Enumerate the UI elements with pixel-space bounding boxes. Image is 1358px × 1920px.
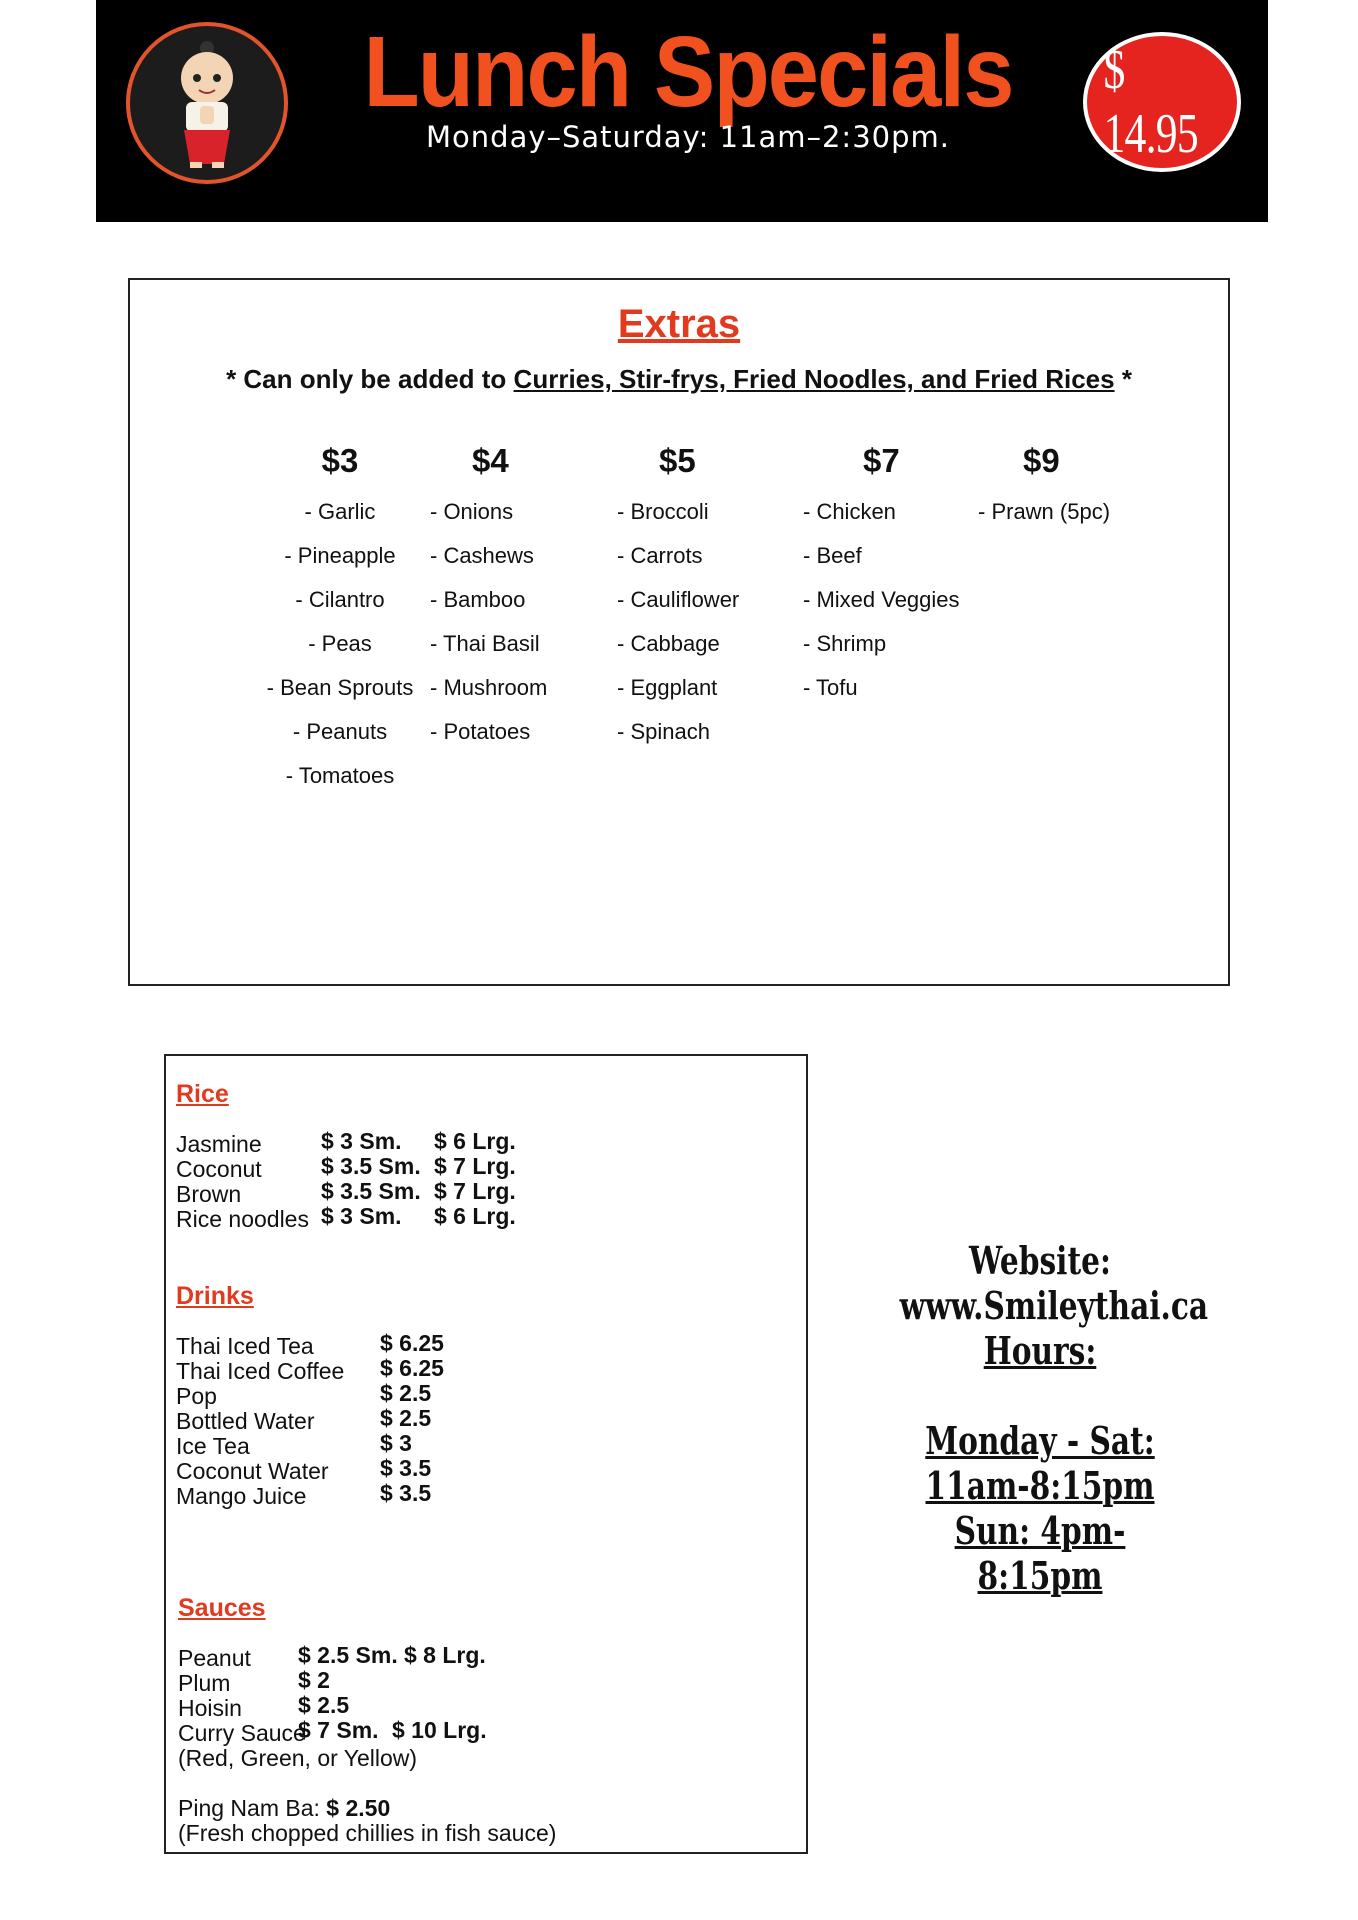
rice-sm-price: $ 3 Sm. [321, 1203, 402, 1229]
ping-nam-ba-label: Ping Nam Ba: [178, 1795, 327, 1821]
drink-name: Thai Iced Tea [176, 1333, 314, 1359]
extras-column-4 [430, 442, 590, 754]
price-badge-label: $ 14.95 [1103, 39, 1198, 165]
sauce-sm-price: $ 7 Sm. [298, 1717, 379, 1743]
mascot-icon [130, 26, 284, 180]
extras-item: - Cilantro [295, 587, 385, 612]
extras-item: - Shrimp [803, 631, 887, 656]
drink-row [176, 1480, 476, 1509]
extras-column-price: $7 [863, 442, 900, 479]
rice-row [176, 1203, 576, 1232]
sauce-sm-price: $ 2.5 Sm. [298, 1642, 398, 1668]
extras-item: - Spinach [617, 719, 710, 744]
extras-item: - Broccoli [617, 499, 709, 524]
drink-name: Ice Tea [176, 1433, 250, 1459]
extras-item: - Onions [430, 499, 514, 524]
extras-item: - Eggplant [617, 675, 718, 700]
rice-lrg-price: $ 7 Lrg. [434, 1153, 516, 1179]
rice-lrg-price: $ 6 Lrg. [434, 1128, 516, 1154]
drink-price: $ 3.5 [380, 1480, 432, 1506]
extras-item: - Chicken [803, 499, 896, 524]
extras-column-9 [978, 442, 1138, 534]
page-title: Lunch Specials [363, 16, 1013, 128]
extras-note-prefix: * Can only be added to [226, 364, 514, 394]
header-banner [96, 0, 1268, 222]
extras-column-price: $4 [472, 442, 509, 479]
website-info: Website: www.Smileythai.ca [899, 1238, 1209, 1328]
rice-name: Coconut [176, 1156, 262, 1182]
weekday-hours: Monday - Sat: 11am-8:15pm [925, 1418, 1155, 1508]
sauce-sm-price: $ 2 [298, 1667, 330, 1693]
sauce-row [178, 1667, 578, 1696]
sauce-name: Peanut [178, 1645, 251, 1671]
extras-item: - Tomatoes [285, 763, 395, 788]
mascot-logo [126, 22, 288, 184]
sauce-row [178, 1717, 578, 1746]
extras-item: - Pineapple [284, 543, 396, 568]
extras-note-suffix: * [1114, 364, 1132, 394]
hours-label: Hours: [983, 1328, 1097, 1373]
extras-item: - Beef [803, 543, 862, 568]
drink-name: Pop [176, 1383, 217, 1409]
extras-note-dishes: Curries, Stir-frys, Fried Noodles, and Fried Rices [513, 364, 1115, 394]
drink-price: $ 6.25 [380, 1355, 444, 1381]
extras-item: - Peanuts [292, 719, 388, 744]
extras-note [130, 364, 1228, 395]
drinks-title: Drinks [176, 1282, 254, 1310]
extras-title: Extras [617, 302, 741, 346]
rice-lrg-price: $ 7 Lrg. [434, 1178, 516, 1204]
rice-sm-price: $ 3.5 Sm. [321, 1153, 421, 1179]
drink-name: Thai Iced Coffee [176, 1358, 345, 1384]
rice-title: Rice [176, 1080, 229, 1108]
sauce-sm-price: $ 2.5 [298, 1692, 350, 1718]
drink-name: Coconut Water [176, 1458, 329, 1484]
rice-lrg-price: $ 6 Lrg. [434, 1203, 516, 1229]
extras-column-7 [803, 442, 983, 710]
extras-item: - Cashews [430, 543, 534, 568]
sauce-lrg-price: $ 10 Lrg. [392, 1717, 487, 1743]
extras-item: - Carrots [617, 543, 703, 568]
sauce-name: Curry Sauce [178, 1720, 306, 1746]
extras-item: - Tofu [803, 675, 858, 700]
extras-item: - Cauliflower [617, 587, 740, 612]
drink-row [176, 1405, 476, 1434]
lunch-hours: Monday–Saturday: 11am–2:30pm. [426, 120, 950, 154]
sides-panel [164, 1054, 808, 1854]
drink-price: $ 3 [380, 1430, 412, 1456]
sauce-row [178, 1642, 578, 1671]
extras-column-price: $3 [321, 442, 359, 479]
rice-name: Rice noodles [176, 1206, 309, 1232]
extras-item: - Thai Basil [430, 631, 540, 656]
drink-price: $ 3.5 [380, 1455, 432, 1481]
extras-item: - Garlic [304, 499, 376, 524]
extras-item: - Mushroom [430, 675, 548, 700]
extras-item: - Cabbage [617, 631, 720, 656]
drink-name: Mango Juice [176, 1483, 307, 1509]
extras-item: - Bamboo [430, 587, 526, 612]
drink-price: $ 6.25 [380, 1330, 444, 1356]
extras-item: - Peas [308, 631, 372, 656]
sunday-hours: Sun: 4pm-8:15pm [954, 1508, 1126, 1598]
ping-nam-ba-price: $ 2.50 [326, 1795, 391, 1821]
sauce-lrg-price: $ 8 Lrg. [404, 1642, 486, 1668]
ping-nam-ba-note: (Fresh chopped chillies in fish sauce) [178, 1820, 557, 1846]
drink-price: $ 2.5 [380, 1405, 432, 1431]
drink-price: $ 2.5 [380, 1380, 432, 1406]
sauces-title: Sauces [178, 1594, 266, 1622]
extras-column-5 [617, 442, 777, 754]
extras-item: - Potatoes [430, 719, 531, 744]
sauce-name: Plum [178, 1670, 231, 1696]
extras-item: - Bean Sprouts [266, 675, 414, 700]
extras-item: - Prawn (5pc) [978, 499, 1111, 524]
rice-sm-price: $ 3 Sm. [321, 1128, 402, 1154]
extras-column-price: $9 [1023, 442, 1060, 479]
sauce-name: Hoisin [178, 1695, 242, 1721]
rice-sm-price: $ 3.5 Sm. [321, 1178, 421, 1204]
extras-panel [128, 278, 1230, 986]
ping-nam-ba [178, 1795, 390, 1822]
price-badge [1083, 32, 1241, 172]
rice-name: Brown [176, 1181, 242, 1207]
drink-name: Bottled Water [176, 1408, 315, 1434]
rice-name: Jasmine [176, 1131, 262, 1157]
extras-column-3 [240, 442, 440, 798]
extras-item: - Mixed Veggies [803, 587, 960, 612]
extras-column-price: $5 [659, 442, 696, 479]
curry-sauce-note: (Red, Green, or Yellow) [178, 1745, 418, 1771]
